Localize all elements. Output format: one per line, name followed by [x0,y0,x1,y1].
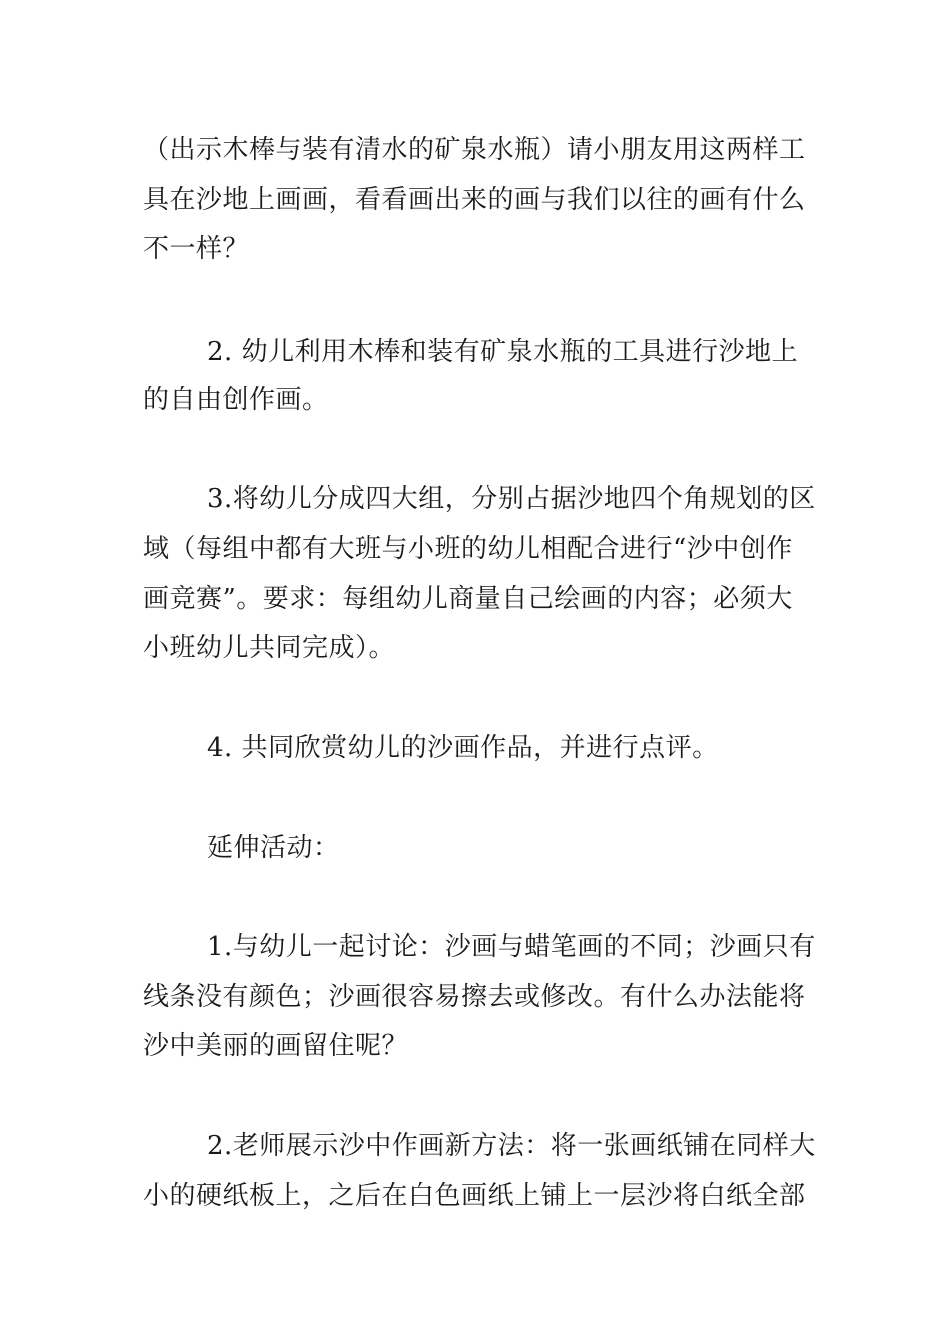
paragraph-5-line-2: 线条没有颜色；沙画很容易擦去或修改。有什么办法能将 [143,982,806,1012]
extension-heading: 延伸活动： [207,833,340,863]
paragraph-5-line-3: 沙中美丽的画留住呢？ [143,1031,409,1061]
paragraph-4-line-1: 4. 共同欣赏幼儿的沙画作品，并进行点评。 [207,733,719,763]
paragraph-1-line-1: （出示木棒与装有清水的矿泉水瓶）请小朋友用这两样工 [143,135,806,165]
paragraph-3-line-1: 3.将幼儿分成四大组，分别占据沙地四个角规划的区 [207,484,816,514]
paragraph-3-line-4: 小班幼儿共同完成）。 [143,633,396,663]
paragraph-3-line-2: 域（每组中都有大班与小班的幼儿相配合进行“沙中创作 [143,534,793,564]
paragraph-6-line-2: 小的硬纸板上，之后在白色画纸上铺上一层沙将白纸全部 [143,1181,806,1211]
paragraph-1-line-3: 不一样？ [143,234,250,264]
paragraph-3-line-3: 画竞赛”。要求：每组幼儿商量自己绘画的内容；必须大 [143,584,793,614]
paragraph-2-line-2: 的自由创作画。 [143,385,329,415]
paragraph-5-line-1: 1.与幼儿一起讨论：沙画与蜡笔画的不同；沙画只有 [207,932,816,962]
paragraph-6-line-1: 2.老师展示沙中作画新方法：将一张画纸铺在同样大 [207,1131,816,1161]
paragraph-1-line-2: 具在沙地上画画，看看画出来的画与我们以往的画有什么 [143,185,806,215]
paragraph-2-line-1: 2. 幼儿利用木棒和装有矿泉水瓶的工具进行沙地上 [207,337,799,367]
